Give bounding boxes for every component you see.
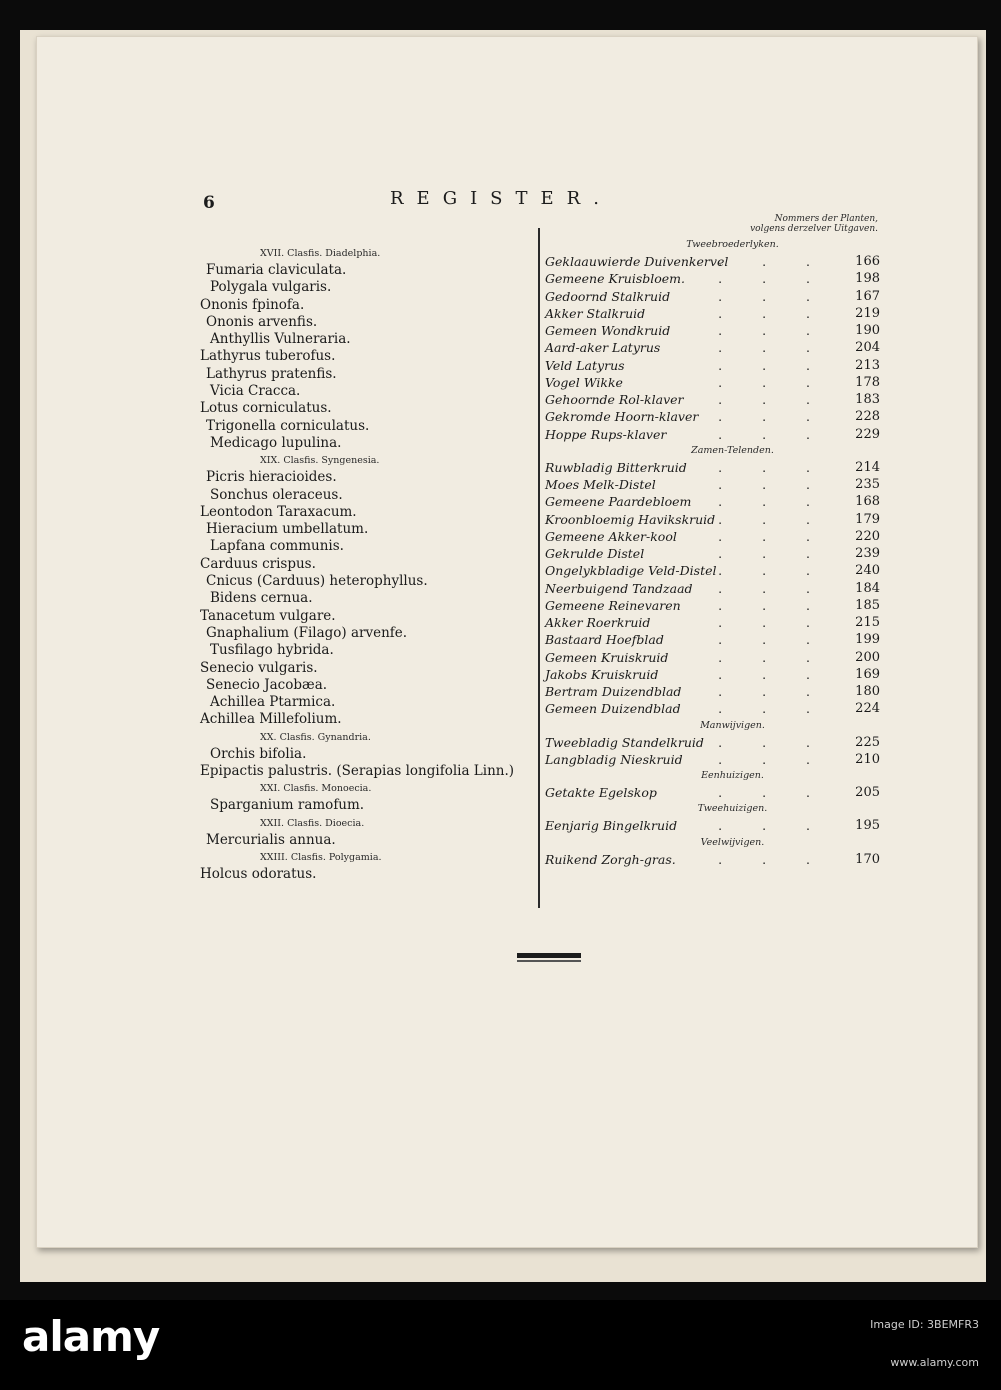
- dutch-name: Gemeene Paardebloem: [545, 494, 692, 510]
- dutch-name: Gekrulde Distel: [545, 546, 645, 561]
- plant-number: 239: [855, 546, 880, 561]
- latin-name-entry: Trigonella corniculatus.: [206, 417, 370, 434]
- plant-number: 214: [855, 459, 880, 475]
- subclass-heading: Manwijvigen.: [700, 719, 765, 731]
- plant-number: 169: [855, 666, 880, 682]
- latin-name-entry: Mercurialis annua.: [206, 831, 336, 848]
- leader-dots: . . .: [718, 851, 828, 867]
- dutch-name: Tweebladig Standelkruid: [545, 734, 704, 750]
- dutch-name-entry: [545, 649, 880, 666]
- latin-name-entry: Senecio Jacobæa.: [206, 676, 328, 693]
- plant-number: 205: [855, 785, 880, 800]
- dutch-name-entry: [545, 562, 880, 579]
- plant-number: 184: [855, 580, 880, 596]
- latin-name-entry: Leontodon Taraxacum.: [200, 503, 357, 520]
- latin-name-entry: Hieracium umbellatum.: [206, 521, 369, 538]
- subclass-heading: Tweebroederlyken.: [686, 239, 779, 250]
- plant-number: 185: [855, 597, 880, 613]
- dutch-name: Gemeen Duizendblad: [545, 701, 681, 717]
- dutch-name-entry: [545, 476, 880, 493]
- column-heading-line: Nommers der Planten,: [774, 214, 878, 224]
- leader-dots: . . .: [718, 426, 828, 442]
- dutch-name-entry: [545, 305, 880, 322]
- image-info: [870, 1316, 979, 1334]
- leader-dots: . . .: [718, 701, 828, 717]
- column-heading-line: volgens derzelver Uitgaven.: [750, 224, 878, 234]
- plant-number: 200: [855, 649, 880, 665]
- latin-name-entry: Sparganium ramofum.: [210, 797, 365, 814]
- leader-dots: . . .: [718, 666, 828, 682]
- dutch-name-entry: [545, 700, 880, 717]
- dutch-name: Ruikend Zorgh-gras.: [545, 851, 676, 867]
- plant-number: 235: [855, 477, 880, 492]
- latin-name-entry: Bidens cernua.: [210, 590, 313, 607]
- dutch-name-entry: [545, 459, 880, 476]
- dutch-name: Akker Roerkruid: [545, 615, 651, 630]
- plant-number: 204: [855, 340, 880, 356]
- dutch-name: Moes Melk-Distel: [545, 477, 656, 492]
- dutch-name-entry: [545, 511, 880, 528]
- latin-name-entry: Tusfilago hybrida.: [210, 642, 334, 659]
- class-heading: XVII. Clasfis. Diadelphia.: [260, 248, 381, 259]
- dutch-name: Gemeen Kruiskruid: [545, 649, 669, 665]
- latin-name-entry: Lathyrus pratenfis.: [206, 365, 337, 382]
- latin-name-entry: Ononis fpinofa.: [200, 296, 305, 313]
- dutch-name: Getakte Egelskop: [545, 785, 657, 800]
- latin-name-entry: Lathyrus tuberofus.: [200, 348, 336, 365]
- dutch-name-entry: [545, 322, 880, 339]
- plant-number: 190: [855, 323, 880, 338]
- dutch-name-entry: [545, 288, 880, 305]
- leader-dots: . . .: [718, 459, 828, 475]
- dutch-name: Gemeene Akker-kool: [545, 528, 677, 544]
- watermark-url: www.alamy.com: [890, 1356, 979, 1369]
- alamy-logo: alamy: [22, 1312, 160, 1361]
- dutch-name-entry: [545, 580, 880, 597]
- dutch-name-entry: [545, 851, 880, 868]
- latin-name-entry: Lotus corniculatus.: [200, 400, 332, 417]
- end-rule: [517, 953, 581, 958]
- plant-number: 183: [855, 392, 880, 407]
- latin-name-entry: Lapfana communis.: [210, 538, 344, 555]
- leader-dots: . . .: [718, 734, 828, 750]
- dutch-name-entry: [545, 631, 880, 648]
- leader-dots: . . .: [718, 546, 828, 561]
- plant-number: 228: [855, 409, 880, 425]
- dutch-name-entry: [545, 493, 880, 510]
- plant-number: 220: [855, 528, 880, 544]
- dutch-name: Bertram Duizendblad: [545, 684, 682, 699]
- dutch-name-entry: [545, 374, 880, 391]
- class-heading: XXI. Clasfis. Monoecia.: [260, 783, 372, 795]
- dutch-name: Veld Latyrus: [545, 357, 625, 373]
- class-heading: XIX. Clasfis. Syngenesia.: [260, 455, 380, 467]
- latin-name-entry: Cnicus (Carduus) heterophyllus.: [206, 573, 428, 590]
- leader-dots: . . .: [718, 684, 828, 699]
- leader-dots: . . .: [718, 597, 828, 613]
- dutch-name: Neerbuigend Tandzaad: [545, 580, 693, 596]
- latin-name-entry: Anthyllis Vulneraria.: [210, 331, 351, 348]
- dutch-name-entry: [545, 426, 880, 443]
- plant-number: 168: [855, 494, 880, 510]
- latin-name-entry: Picris hieracioides.: [206, 469, 337, 486]
- leader-dots: . . .: [718, 357, 828, 373]
- leader-dots: . . .: [718, 340, 828, 356]
- dutch-name: Eenjarig Bingelkruid: [545, 818, 678, 834]
- dutch-name: Akker Stalkruid: [545, 305, 646, 321]
- dutch-name: Gemeen Wondkruid: [545, 323, 671, 338]
- plant-number: 166: [855, 254, 880, 269]
- leader-dots: . . .: [718, 511, 828, 527]
- dutch-name-entry: [545, 408, 880, 425]
- leader-dots: . . .: [718, 818, 828, 834]
- leader-dots: . . .: [718, 785, 828, 800]
- dutch-name-entry: [545, 734, 880, 751]
- dutch-name-entry: [545, 391, 880, 408]
- latin-name-entry: Fumaria claviculata.: [206, 262, 347, 278]
- class-heading: XX. Clasfis. Gynandria.: [260, 731, 371, 743]
- dutch-name-entry: [545, 817, 880, 834]
- latin-name-entry: Holcus odoratus.: [200, 865, 317, 882]
- page-number: 6: [203, 193, 215, 213]
- plant-number: 229: [855, 426, 880, 442]
- plant-number: 195: [855, 818, 880, 834]
- plant-number: 178: [855, 374, 880, 390]
- leader-dots: . . .: [718, 477, 828, 492]
- dutch-name: Gemeene Kruisbloem.: [545, 271, 685, 287]
- dutch-names-column: [545, 237, 880, 868]
- column-heading: [600, 214, 878, 234]
- latin-name-entry: Tanacetum vulgare.: [200, 607, 336, 624]
- latin-name-entry: Carduus crispus.: [200, 555, 316, 572]
- latin-names-column: [200, 245, 535, 883]
- image-id: Image ID: 3BEMFR3: [870, 1318, 979, 1331]
- plant-number: 170: [855, 851, 880, 867]
- latin-name-entry: Achillea Millefolium.: [200, 711, 342, 728]
- leader-dots: . . .: [718, 254, 828, 269]
- dutch-name: Bastaard Hoefblad: [545, 632, 664, 648]
- class-heading: XXII. Clasfis. Dioecia.: [260, 817, 365, 829]
- plant-number: 213: [855, 357, 880, 373]
- latin-name-entry: Gnaphalium (Filago) arvenfe.: [206, 624, 408, 641]
- dutch-name: Kroonbloemig Havikskruid: [545, 511, 716, 527]
- dutch-name: Ongelykbladige Veld-Distel: [545, 563, 717, 579]
- dutch-name: Jakobs Kruiskruid: [545, 666, 659, 682]
- subclass-heading: Veelwijvigen.: [700, 836, 765, 848]
- latin-name-entry: Achillea Ptarmica.: [210, 694, 336, 711]
- class-heading: XXIII. Clasfis. Polygamia.: [260, 851, 382, 863]
- dutch-name-entry: [545, 253, 880, 270]
- dutch-name-entry: [545, 528, 880, 545]
- leader-dots: . . .: [718, 580, 828, 596]
- plant-number: 198: [855, 271, 880, 287]
- leader-dots: . . .: [718, 615, 828, 630]
- dutch-name: Hoppe Rups-klaver: [545, 426, 667, 442]
- plant-number: 225: [855, 734, 880, 750]
- plant-number: 199: [855, 632, 880, 648]
- plant-number: 219: [855, 305, 880, 321]
- dutch-name: Gehoornde Rol-klaver: [545, 392, 684, 407]
- plant-number: 215: [855, 615, 880, 630]
- dutch-name: Langbladig Nieskruid: [545, 751, 683, 767]
- plant-number: 167: [855, 288, 880, 304]
- dutch-name-entry: [545, 683, 880, 700]
- leader-dots: . . .: [718, 563, 828, 579]
- latin-name-entry: Medicago lupulina.: [210, 434, 342, 451]
- leader-dots: . . .: [718, 649, 828, 665]
- dutch-name: Gedoornd Stalkruid: [545, 288, 671, 304]
- plant-number: 210: [855, 751, 880, 767]
- dutch-name: Ruwbladig Bitterkruid: [545, 459, 687, 475]
- leader-dots: . . .: [718, 494, 828, 510]
- latin-name-entry: Polygala vulgaris.: [210, 279, 332, 296]
- dutch-name-entry: [545, 357, 880, 374]
- plant-number: 240: [855, 563, 880, 579]
- dutch-name-entry: [545, 545, 880, 562]
- subclass-heading: Tweehuizigen.: [697, 803, 768, 815]
- latin-name-entry: Senecio vulgaris.: [200, 659, 318, 676]
- dutch-name: Gemeene Reinevaren: [545, 597, 681, 613]
- leader-dots: . . .: [718, 323, 828, 338]
- leader-dots: . . .: [718, 751, 828, 767]
- leader-dots: . . .: [718, 374, 828, 390]
- plant-number: 224: [855, 701, 880, 717]
- latin-name-entry: Ononis arvenfis.: [206, 313, 318, 330]
- dutch-name-entry: [545, 614, 880, 631]
- dutch-name-entry: [545, 339, 880, 356]
- dutch-name: Vogel Wikke: [545, 374, 623, 390]
- leader-dots: . . .: [718, 305, 828, 321]
- leader-dots: . . .: [718, 288, 828, 304]
- dutch-name-entry: [545, 751, 880, 768]
- page-title: REGISTER.: [390, 188, 612, 209]
- dutch-name-entry: [545, 784, 880, 801]
- plant-number: 179: [855, 511, 880, 527]
- leader-dots: . . .: [718, 392, 828, 407]
- dutch-name: Gekromde Hoorn-klaver: [545, 409, 699, 425]
- latin-name-entry: Epipactis palustris. (Serapias longifolia Linn.): [200, 763, 515, 780]
- column-divider: [538, 228, 540, 908]
- leader-dots: . . .: [718, 632, 828, 648]
- dutch-name-entry: [545, 666, 880, 683]
- latin-name-entry: Vicia Cracca.: [210, 383, 301, 400]
- dutch-name-entry: [545, 597, 880, 614]
- latin-name-entry: Orchis bifolia.: [210, 745, 307, 762]
- plant-number: 180: [855, 684, 880, 699]
- subclass-heading: Eenhuizigen.: [701, 770, 764, 781]
- dutch-name: Geklaauwierde Duivenkervel: [545, 254, 729, 269]
- leader-dots: . . .: [718, 409, 828, 425]
- subclass-heading: Zamen-Telenden.: [691, 444, 774, 456]
- leader-dots: . . .: [718, 271, 828, 287]
- latin-name-entry: Sonchus oleraceus.: [210, 486, 343, 503]
- dutch-name-entry: [545, 270, 880, 287]
- leader-dots: . . .: [718, 528, 828, 544]
- dutch-name: Aard-aker Latyrus: [545, 340, 661, 356]
- end-rule-thin: [517, 960, 581, 962]
